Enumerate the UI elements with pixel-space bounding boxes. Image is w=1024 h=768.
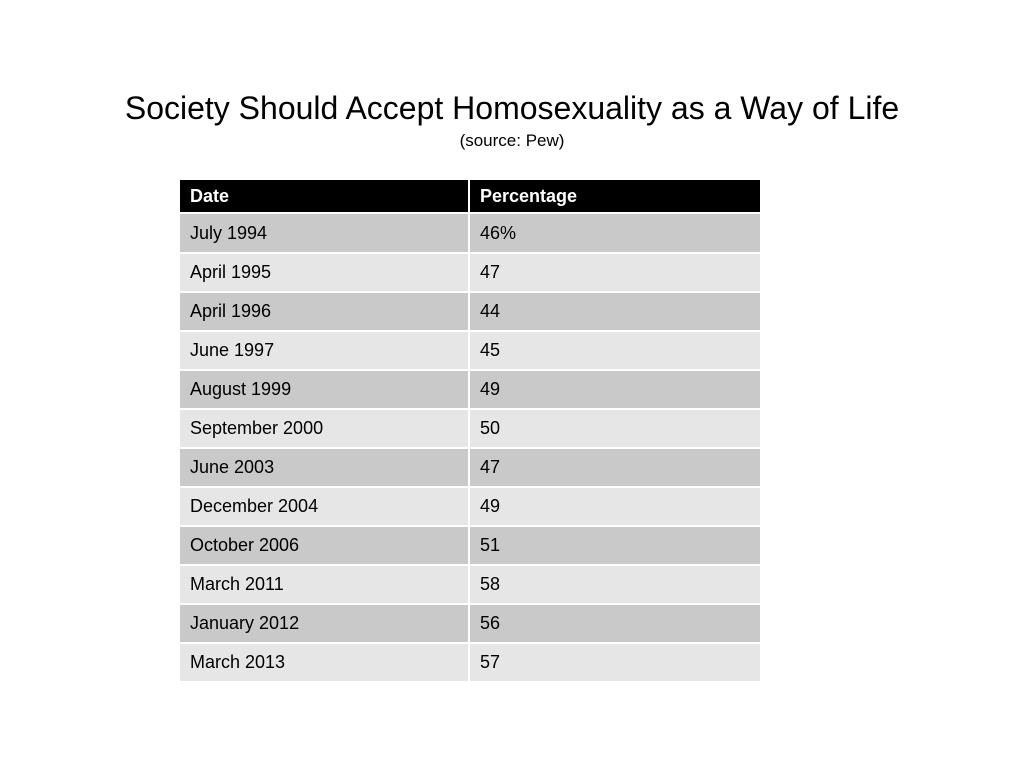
table-header [180, 180, 760, 213]
percentage-cell: 44 [469, 292, 760, 331]
percentage-cell: 47 [469, 448, 760, 487]
table-row [180, 604, 760, 643]
percentage-cell: 51 [469, 526, 760, 565]
date-cell: March 2011 [180, 565, 469, 604]
date-cell: July 1994 [180, 213, 469, 253]
column-header-date: Date [180, 180, 469, 213]
percentage-cell: 47 [469, 253, 760, 292]
date-cell: April 1995 [180, 253, 469, 292]
percentage-cell: 58 [469, 565, 760, 604]
table-row [180, 331, 760, 370]
percentage-cell: 49 [469, 487, 760, 526]
date-cell: August 1999 [180, 370, 469, 409]
table-row [180, 292, 760, 331]
table-row [180, 448, 760, 487]
table-row [180, 409, 760, 448]
table-row [180, 253, 760, 292]
percentage-cell: 45 [469, 331, 760, 370]
percentage-cell: 50 [469, 409, 760, 448]
table-row [180, 565, 760, 604]
percentage-cell: 56 [469, 604, 760, 643]
table-row [180, 643, 760, 681]
table-row [180, 370, 760, 409]
percentage-cell: 49 [469, 370, 760, 409]
percentage-cell: 46% [469, 213, 760, 253]
date-cell: October 2006 [180, 526, 469, 565]
date-cell: March 2013 [180, 643, 469, 681]
date-cell: September 2000 [180, 409, 469, 448]
date-cell: April 1996 [180, 292, 469, 331]
table-row [180, 487, 760, 526]
slide-subtitle: (source: Pew) [459, 131, 565, 150]
column-header-percentage: Percentage [469, 180, 760, 213]
date-cell: June 1997 [180, 331, 469, 370]
date-cell: December 2004 [180, 487, 469, 526]
table-row [180, 526, 760, 565]
date-cell: January 2012 [180, 604, 469, 643]
date-cell: June 2003 [180, 448, 469, 487]
percentage-cell: 57 [469, 643, 760, 681]
slide-title: Society Should Accept Homosexuality as a Way of Life [124, 90, 900, 126]
data-table [180, 180, 760, 681]
table-header-row [180, 180, 760, 213]
table-body [180, 213, 760, 681]
table-row [180, 213, 760, 253]
